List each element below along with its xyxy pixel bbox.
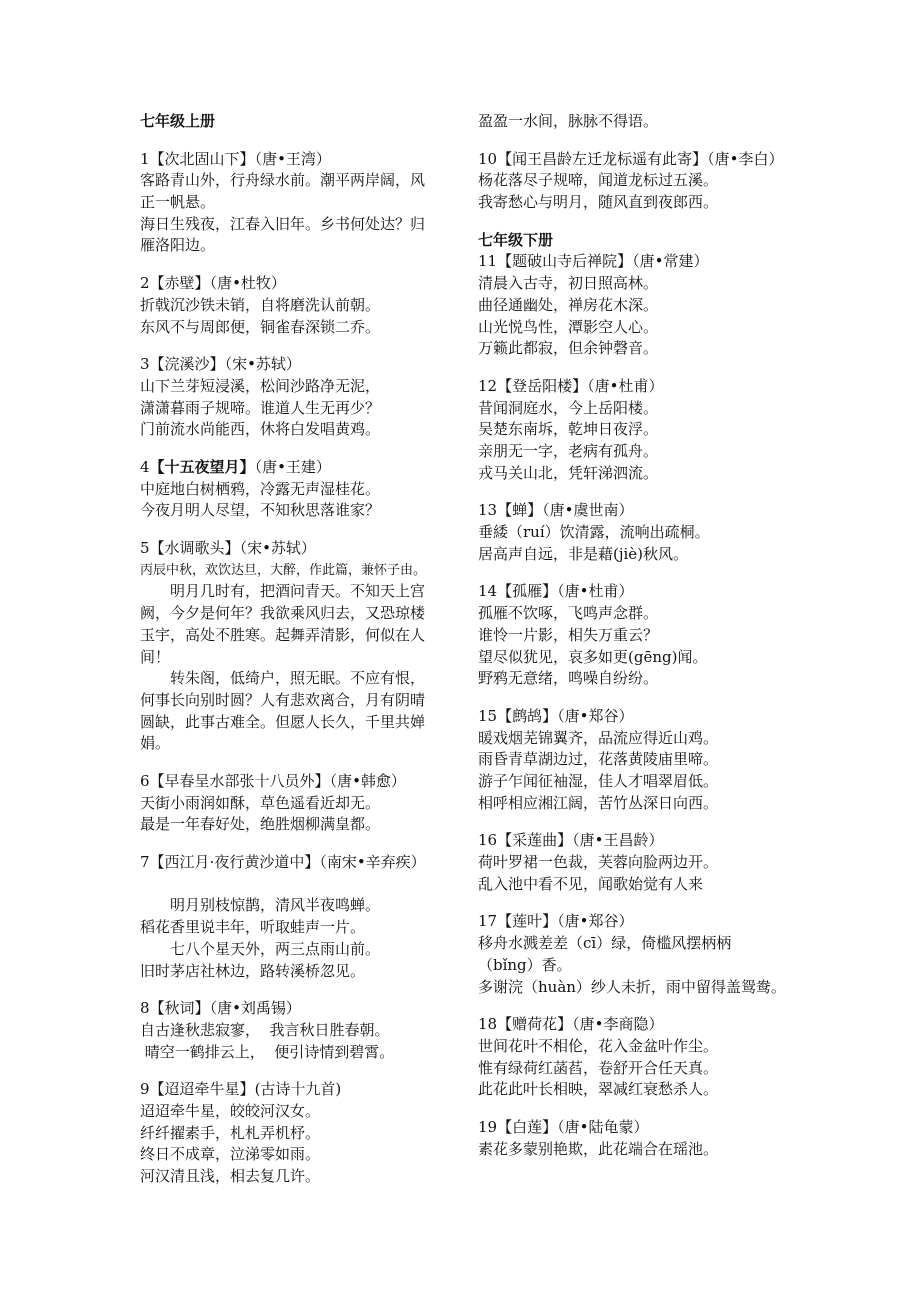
poem-block [478,830,796,895]
poem-line: 亲朋无一字，老病有孤舟。 [478,442,659,460]
poem-name: 【十五夜望月】 [149,458,255,476]
poem-block [478,251,796,359]
poem-line: 终日不成章，泣涕零如雨。 [140,1145,321,1164]
poem-line: 七八个星天外，两三点雨山前。 [140,939,381,958]
poem-line: 客路青山外，行舟绿水前。潮平两岸阔，风 [140,171,426,190]
poem-line: 海日生残夜，江春入旧年。乡书何处达？归 [140,214,426,233]
poem-name: 【早春呈水部张十八员外】 [149,771,330,790]
poem-line: 晴空一鹤排云上， 便引诗情到碧霄。 [140,1042,395,1061]
poem-line: 多谢浣（huàn）纱人未折，雨中留得盖鸳鸯。 [478,977,786,996]
poem-number: 18 [478,1015,498,1034]
poem-block [478,581,796,689]
poem-number: 5 [140,539,150,558]
poem-line: 旧时茅店社林边，路转溪桥忽见。 [140,961,366,980]
poem-author: （唐•杜牧） [209,274,286,293]
poem-author: （唐•李商隐） [572,1015,664,1034]
poem-line: 圆缺，此事古难全。但愿人长久，千里共婵 [140,712,426,731]
poem-author: （宋•苏轼） [224,355,301,374]
poem-author: (古诗十九首) [254,1080,342,1099]
poem-line: 东风不与周郎便，铜雀春深锁二乔。 [140,317,381,336]
poem-number: 10 [478,149,498,168]
poem-block [140,273,458,338]
poem-name: 【西江月·夜行黄沙道中】 [149,853,320,872]
poem-block [140,998,458,1063]
poem-number: 11 [478,252,498,271]
poem-author: （唐•韩愈） [329,771,406,790]
poem-line: 山光悦鸟性，潭影空人心。 [478,317,659,336]
poem-line: 惟有绿荷红菡萏，卷舒开合任天真。 [478,1058,719,1077]
poem-preface: 丙辰中秋，欢饮达旦，大醉，作此篇，兼怀子由。 [140,562,427,578]
poem-block [478,706,796,814]
poem-line: 阙，今夕是何年？我欲乘风归去，又恐琼楼 [140,604,426,623]
poem-number: 16 [478,831,498,850]
poem-line: 中庭地白树栖鸦，冷露无声湿桂花。 [140,479,381,498]
poem-line: 相呼相应湘江阔，苦竹丛深日向西。 [478,793,719,812]
poem-title [140,998,458,1020]
poem-line: 我寄愁心与明月，随风直到夜郎西。 [478,193,719,212]
poem-line: 谁怜一片影，相失万重云？ [478,625,659,644]
poem-line: 间！ [140,647,171,666]
poem-title [140,1079,458,1101]
poem-block [478,911,796,998]
poem-line: 明月别枝惊鹊，清风半夜鸣蝉。 [140,896,381,915]
poem-title [140,771,458,793]
poem-line: 最是一年春好处，绝胜烟柳满皇都。 [140,815,381,834]
poem-line: 孤雁不饮啄，飞鸣声念群。 [478,604,659,623]
poem-block [140,457,458,522]
poem-line: 雨昏青草湖边过，花落黄陵庙里啼。 [478,750,719,769]
poem-name: 【赤壁】 [149,274,210,293]
poem-number: 9 [140,1080,150,1099]
poem-name: 【采莲曲】 [497,831,573,850]
poem-block [140,852,458,982]
poem-title [478,830,796,852]
poem-line: 居高声自远，非是藉(jiè)秋风。 [478,544,689,563]
poem-author: （唐•杜甫） [557,582,634,601]
poem-block [478,500,796,565]
poem-line: 乱入池中看不见，闻歌始觉有人来 [478,874,704,893]
poem-number: 14 [478,582,498,601]
poem-line: 纤纤擢素手，札札弄机杼。 [140,1123,321,1142]
poem-author: （唐•王湾） [254,149,331,168]
poem-line: 昔闻洞庭水，今上岳阳楼。 [478,398,659,417]
poem-line: 曲径通幽处，禅房花木深。 [478,295,659,314]
poem-block [140,1079,458,1187]
poem-name: 【迢迢牵牛星】 [149,1080,255,1099]
poem-title [478,1117,796,1139]
poem-title [478,251,796,273]
poem-number: 8 [140,999,150,1018]
poem-line: 垂緌（ruí）饮清露，流响出疏桐。 [478,523,710,542]
poem-line: 正一帆悬。 [140,193,216,212]
poem-number: 13 [478,501,498,520]
poem-author: （唐•郑谷） [557,912,634,931]
poem-title [478,581,796,603]
poem-title [478,911,796,933]
poem-line: 素花多蒙别艳欺，此花端合在瑶池。 [478,1139,719,1158]
poem-name: 【闻王昌龄左迁龙标遥有此寄】 [497,149,708,168]
section-heading: 七年级上册 [140,112,216,130]
poem-line: 娟。 [140,734,171,753]
poem-name: 【白莲】 [497,1117,558,1136]
poem-author: （唐•李白） [707,149,784,168]
poem-name: 【孤雁】 [497,582,558,601]
poem-block [140,538,458,755]
poem-name: 【次北固山下】 [149,149,255,168]
poem-line: 山下兰芽短浸溪，松间沙路净无泥， [140,376,381,395]
poem-author: （唐•郑谷） [557,706,634,725]
section-heading: 七年级下册 [478,230,554,249]
poem-line: 今夜月明人尽望，不知秋思落谁家？ [140,501,381,520]
poem-title [478,500,796,522]
poem-name: 【赠荷花】 [497,1015,573,1034]
poem-number: 19 [478,1117,498,1136]
poem-title [478,376,796,398]
poem-block [478,149,796,214]
poem-line: 暖戏烟芜锦翼齐，品流应得近山鸡。 [478,728,719,747]
poem-line: 杨花落尽子规啼，闻道龙标过五溪。 [478,171,719,190]
poem-name: 【登岳阳楼】 [497,376,588,395]
poem-number: 2 [140,274,150,293]
poem-line: 天街小雨润如酥，草色遥看近却无。 [140,793,381,812]
poem-name: 【题破山寺后禅院】 [497,252,633,271]
poem-number: 1 [140,149,150,168]
poem-number: 15 [478,706,498,725]
poem-block [478,1014,796,1101]
poem-line: 雁洛阳边。 [140,236,216,255]
poem-number: 4 [140,458,150,476]
poem-name: 【鹧鸪】 [497,706,558,725]
poem-line: 世间花叶不相伦，花入金盆叶作尘。 [478,1036,719,1055]
poem-line: 河汉清且浅，相去复几许。 [140,1167,321,1186]
poem-name: 【秋词】 [149,999,210,1018]
poem-line: 迢迢牵牛星，皎皎河汉女。 [140,1101,321,1120]
poem-line: 野鸦无意绪，鸣噪自纷纷。 [478,669,659,688]
poem-line: 折戟沉沙铁未销，自将磨洗认前朝。 [140,295,381,314]
poem-line: 盈盈一水间，脉脉不得语。 [478,112,659,130]
poem-line: 游子乍闻征袖湿，佳人才唱翠眉低。 [478,771,719,790]
poem-block [140,771,458,836]
right-column [478,111,796,1176]
left-column [140,111,458,1204]
poem-name: 【蝉】 [497,501,543,520]
poem-block [140,354,458,441]
poem-line: 明月几时有，把酒问青天。不知天上宫 [140,582,426,601]
poem-author: （唐•王昌龄） [572,831,664,850]
poem-title [478,1014,796,1036]
poem-title [140,273,458,295]
poem-line: 戎马关山北，凭轩涕泗流。 [478,463,659,482]
poem-name: 【水调歌头】 [149,539,240,558]
poem-line: 吴楚东南坼，乾坤日夜浮。 [478,420,659,439]
poem-line: 望尽似犹见，哀多如更(gēng)闻。 [478,647,708,666]
poem-title [478,149,796,171]
poem-number: 6 [140,771,150,790]
poem-line: 自古逢秋悲寂寥， 我言秋日胜春朝。 [140,1020,390,1039]
poem-line: 荷叶罗裙一色裁，芙蓉向脸两边开。 [478,853,719,872]
poem-author: （唐•刘禹锡） [209,999,301,1018]
poem-author: （唐•常建） [632,252,709,271]
poem-title [140,457,458,479]
poem-number: 3 [140,355,150,374]
poem-block [140,149,458,257]
poem-title [140,538,458,560]
poem-line: 何事长向别时圆？人有悲欢离合，月有阴晴 [140,690,426,709]
poem-line [140,874,458,896]
poem-title [478,706,796,728]
poem-line: 稻花香里说丰年，听取蛙声一片。 [140,918,366,937]
poem-number: 17 [478,912,498,931]
poem-author: （唐•杜甫） [587,376,664,395]
poem-block [478,111,796,133]
poem-line: （bǐng）香。 [478,955,572,974]
poem-line: 玉宇，高处不胜寒。起舞弄清影，何似在人 [140,625,426,644]
poem-line: 潇潇暮雨子规啼。谁道人生无再少？ [140,398,381,417]
poem-line: 此花此叶长相映，翠减红衰愁杀人。 [478,1080,719,1099]
poem-line: 万籁此都寂，但余钟磬音。 [478,339,659,358]
poem-line: 移舟水溅差差（cī）绿，倚槛风摆柄柄 [478,934,732,953]
poem-author: （唐•陆龟蒙） [557,1117,649,1136]
poem-title [140,149,458,171]
poem-block [478,1117,796,1160]
poem-line: 门前流水尚能西，休将白发唱黄鸡。 [140,420,381,439]
poem-title [140,852,458,874]
poem-author: （宋•苏轼） [239,539,316,558]
poem-author: （唐•虞世南） [542,501,634,520]
poem-name: 【莲叶】 [497,912,558,931]
poem-name: 【浣溪沙】 [149,355,225,374]
poem-title [140,354,458,376]
poem-number: 12 [478,376,498,395]
poem-author: （唐•王建） [254,458,331,476]
poem-line: 转朱阁，低绮户，照无眠。不应有恨， [140,669,426,688]
poem-number: 7 [140,853,150,872]
poem-author: （南宋•辛弃疾） [319,853,426,872]
poem-line: 清晨入古寺，初日照高林。 [478,274,659,293]
poem-block [478,376,796,484]
